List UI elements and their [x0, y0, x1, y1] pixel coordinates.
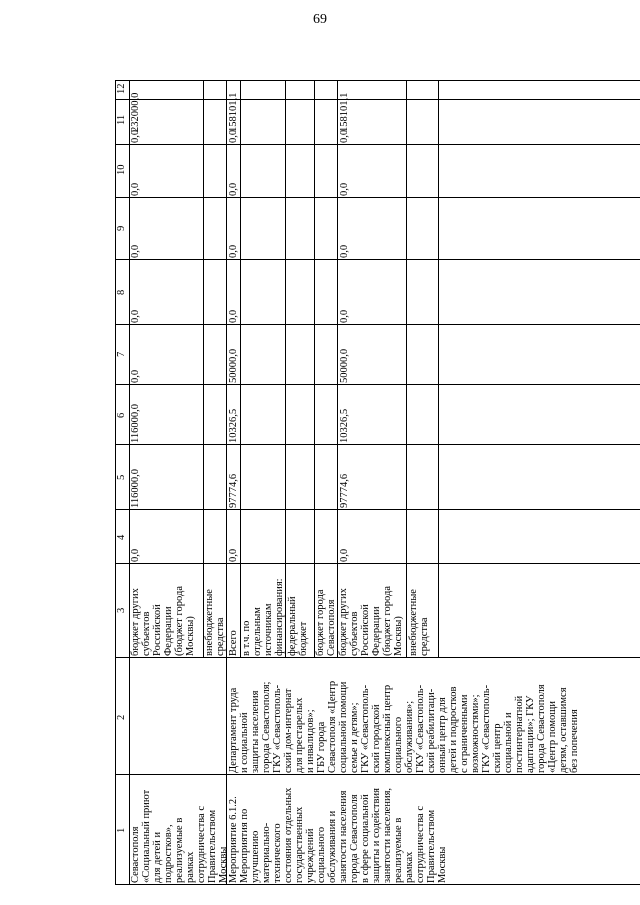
- financing-table: [115, 80, 640, 885]
- row1-val-col8: 0,0: [130, 309, 141, 323]
- row2-moscow-col4: 0,0: [339, 548, 350, 562]
- row2-total-col12: 158101,1: [228, 92, 239, 132]
- row2-col3-including: в т.ч. по отдельным источникам финансирования:: [241, 578, 285, 656]
- page-number: 69: [313, 12, 327, 27]
- row2-moscow-col7: 50000,0: [339, 348, 350, 383]
- row2-total-col5: 97774,6: [228, 473, 239, 508]
- col-border: [115, 324, 640, 325]
- header-col-10: 10: [116, 164, 127, 175]
- row2-col1-text: Мероприятие 6.1.2. Мероприятия по улучшению материально- технического состояния отдельных государственных учреждений социального обслуживания и занятости населения города Севастополя в сфере социальной защиты и содействия занятости населения, реализуемые в рамках сотрудничества с Правительством Москвы: [228, 787, 448, 883]
- subrow-separator: [203, 80, 204, 658]
- row2-moscow-col11: 0,0: [339, 129, 350, 143]
- row2-total-col4: 0,0: [228, 548, 239, 562]
- col-border: [115, 197, 640, 198]
- row2-col3-moscow: бюджет других субъектов Российской Федерации (бюджет города Москвы): [338, 586, 404, 656]
- row2-col3-sevastopol: бюджет города Севастополя: [315, 589, 337, 656]
- header-col-11: 11: [116, 114, 127, 125]
- row2-moscow-col10: 0,0: [339, 182, 350, 196]
- header-col-12: 12: [116, 83, 127, 94]
- row2-moscow-col12: 158101,1: [339, 92, 350, 132]
- col-border: [115, 384, 640, 385]
- header-col-7: 7: [116, 351, 127, 357]
- row2-total-col8: 0,0: [228, 309, 239, 323]
- row2-total-col7: 50000,0: [228, 348, 239, 383]
- col-border: [115, 884, 640, 885]
- row2-total-col10: 0,0: [228, 182, 239, 196]
- col-border: [115, 563, 640, 564]
- col-border: [115, 144, 640, 145]
- header-col-9: 9: [116, 225, 127, 231]
- row1-val-col10: 0,0: [130, 182, 141, 196]
- header-col-4: 4: [116, 534, 127, 540]
- col-border: [115, 509, 640, 510]
- row2-total-col6: 10326,5: [228, 408, 239, 443]
- header-col-1: 1: [116, 827, 127, 833]
- row1-val-col11: 0,0: [130, 129, 141, 143]
- col-border: [115, 657, 640, 658]
- row1-val-col6: 116000,0: [130, 404, 141, 443]
- subrow-separator: [438, 80, 439, 658]
- subrow-separator: [285, 80, 286, 658]
- row1-col3-budget-moscow: бюджет других субъектов Российской Федерации (бюджет города Москвы): [130, 586, 196, 656]
- subrow-separator: [240, 80, 241, 658]
- row-separator: [226, 80, 227, 885]
- row2-moscow-col8: 0,0: [339, 309, 350, 323]
- header-col-2: 2: [116, 714, 127, 720]
- row2-moscow-col5: 97774,6: [339, 473, 350, 508]
- row2-col2-executors: Департамент труда и социальной защиты населения города Севастополя; ГКУ «Севастополь- ский дом-интернат для престарелых и инвалидов»; ГБУ города Севастополя «Центр социальной помощи семье и детям»; ГКУ «Севастополь- ский городской комплексный центр социального обслуживания»; ГКУ «Севастополь- ский реабилитаци- онный центр для детей и подростков с ограниченными возможностями»; ГКУ «Севастополь- ский центр социальной и постинтернатной адаптации»; ГКУ города Севастополя «Центр помощи детям, оставшимся без попечения: [228, 680, 580, 773]
- row1-val-col7: 0,0: [130, 369, 141, 383]
- col-border: [115, 259, 640, 260]
- header-col-3: 3: [116, 607, 127, 613]
- row2-total-col11: 0,0: [228, 129, 239, 143]
- row1-col3-offbudget: внебюджетные средства: [204, 589, 226, 656]
- header-col-5: 5: [116, 474, 127, 480]
- row2-col3-offbudget: внебюджетные средства: [408, 589, 430, 656]
- row1-val-col9: 0,0: [130, 244, 141, 258]
- header-col-6: 6: [116, 412, 127, 418]
- subrow-separator: [337, 80, 338, 658]
- row1-val-col12: 232000,0: [130, 92, 141, 132]
- row1-val-col4: 0,0: [130, 548, 141, 562]
- col-border: [115, 444, 640, 445]
- row2-moscow-col6: 10326,5: [339, 408, 350, 443]
- header-col-8: 8: [116, 289, 127, 295]
- subrow-separator: [314, 80, 315, 658]
- col-border: [115, 80, 640, 81]
- row1-col1-text: Севастополя «Социальный приют для детей и подростков», реализуемые в рамках сотрудничества с Правительством Москвы: [130, 789, 229, 883]
- subrow-separator: [406, 80, 407, 658]
- row1-val-col5: 116000,0: [130, 469, 141, 508]
- row2-total-col9: 0,0: [228, 244, 239, 258]
- row2-col3-federal: федеральный бюджет: [287, 596, 309, 656]
- col-border: [115, 99, 640, 100]
- table-top-border: [115, 80, 116, 885]
- row2-moscow-col9: 0,0: [339, 244, 350, 258]
- col-border: [115, 774, 640, 775]
- row2-col3-total: Всего: [228, 630, 239, 656]
